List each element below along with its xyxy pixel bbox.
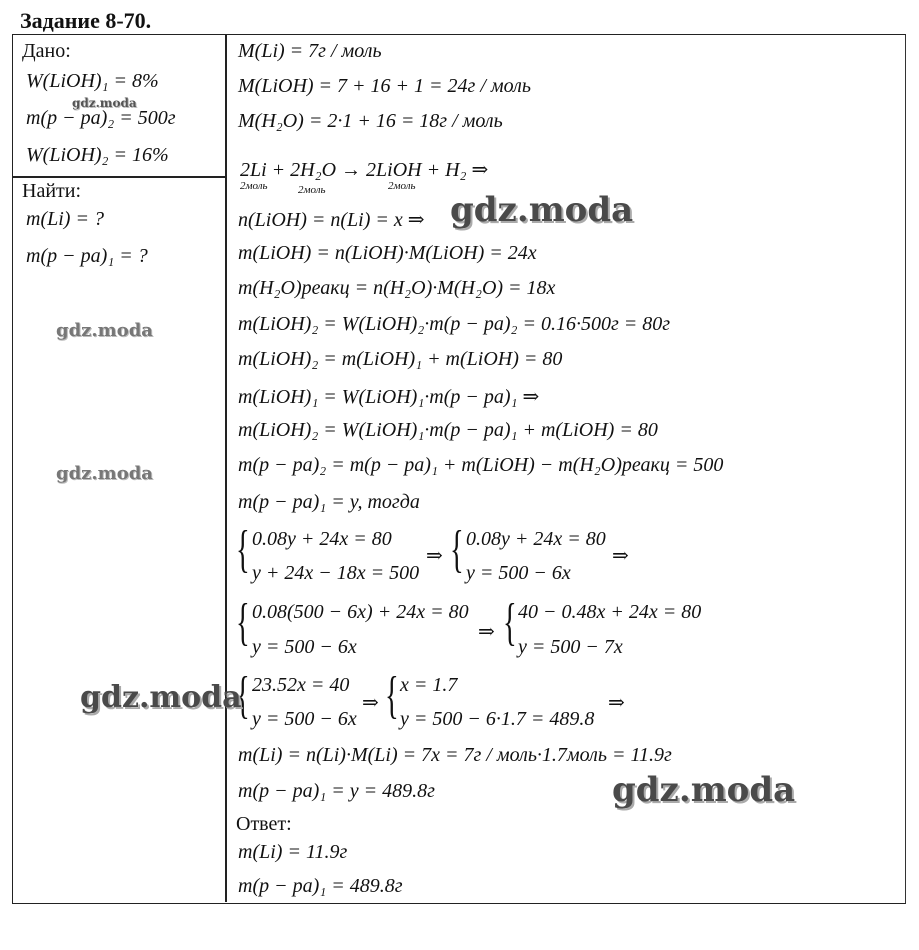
solution-line-6: m(LiOH) = n(LiOH)·M(LiOH) = 24x (238, 242, 537, 264)
implies-arrow: ⇒ (612, 545, 629, 567)
implies-arrow: ⇒ (426, 545, 443, 567)
implies-arrow: ⇒ (608, 692, 625, 714)
solution-line-11: m(LiOH)₂ = W(LiOH)₁·m(p − pa)₁ + m(LiOH) = 80 (238, 419, 658, 441)
system-brace: { (236, 594, 250, 651)
system1-eq-b: y + 24x − 18x = 500 (252, 562, 420, 584)
watermark: gdz.moda (450, 190, 634, 230)
solution-line-8: m(LiOH)₂ = W(LiOH)₂·m(p − pa)₂ = 0.16·500г = 80г (238, 313, 671, 335)
solution-line-5: n(LiOH) = n(Li) = x ⇒ (238, 209, 425, 231)
system4-eq-b: y = 500 − 7x (518, 636, 623, 658)
solution-line-14: m(Li) = n(Li)·M(Li) = 7x = 7г / моль·1.7моль = 11.9г (238, 744, 672, 766)
system5-eq-a: 23.52x = 40 (252, 674, 350, 696)
find-line-1: m(Li) = ? (26, 208, 104, 230)
given-line-3: W(LiOH)₂ = 16% (26, 144, 169, 166)
system3-eq-a: 0.08(500 − 6x) + 24x = 80 (252, 601, 469, 623)
solution-line-3: M(H₂O) = 2·1 + 16 = 18г / моль (238, 110, 503, 132)
system3-eq-b: y = 500 − 6x (252, 636, 357, 658)
system2-eq-a: 0.08y + 24x = 80 (466, 528, 606, 550)
given-line-2: m(p − pa)₂ = 500г (26, 107, 176, 129)
system-brace: { (503, 594, 517, 651)
solution-line-1: M(Li) = 7г / моль (238, 40, 382, 62)
solution-line-2: M(LiOH) = 7 + 16 + 1 = 24г / моль (238, 75, 531, 97)
system5-eq-b: y = 500 − 6x (252, 708, 357, 730)
implies-arrow: ⇒ (478, 621, 495, 643)
implies-arrow: ⇒ (362, 692, 379, 714)
column-divider (225, 34, 227, 902)
answer-line-2: m(p − pa)₁ = 489.8г (238, 875, 403, 897)
watermark: gdz.moda (80, 680, 242, 715)
find-heading: Найти: (22, 180, 82, 202)
system6-eq-b: y = 500 − 6·1.7 = 489.8 (400, 708, 595, 730)
reaction-sub-1: 2моль (240, 180, 268, 192)
answer-heading: Ответ: (236, 813, 292, 835)
solution-line-12: m(p − pa)₂ = m(p − pa)₁ + m(LiOH) − m(H₂O)реакц = 500 (238, 454, 724, 476)
watermark: gdz.moda (612, 770, 796, 810)
system-brace: { (236, 521, 250, 578)
watermark: gdz.moda (72, 96, 137, 110)
answer-line-1: m(Li) = 11.9г (238, 841, 348, 863)
watermark: gdz.moda (56, 320, 153, 341)
reaction-equation: 2Li + 2H₂O → 2LiOH + H₂ ⇒ (240, 159, 489, 181)
given-heading: Дано: (22, 40, 71, 62)
watermark: gdz.moda (56, 463, 153, 484)
solution-line-15: m(p − pa)₁ = y = 489.8г (238, 780, 435, 802)
system-brace: { (385, 667, 399, 724)
system-brace: { (236, 667, 250, 724)
find-line-2: m(p − pa)₁ = ? (26, 245, 148, 267)
given-line-1: W(LiOH)₁ = 8% (26, 70, 159, 92)
solution-line-10: m(LiOH)₁ = W(LiOH)₁·m(p − pa)₁ ⇒ (238, 386, 540, 408)
system4-eq-a: 40 − 0.48x + 24x = 80 (518, 601, 702, 623)
system2-eq-b: y = 500 − 6x (466, 562, 571, 584)
reaction-sub-2: 2моль (298, 184, 326, 196)
task-title: Задание 8-70. (20, 8, 152, 33)
solution-line-13: m(p − pa)₁ = y, тогда (238, 491, 420, 513)
solution-line-7: m(H₂O)реакц = n(H₂O)·M(H₂O) = 18x (238, 277, 556, 299)
solution-line-9: m(LiOH)₂ = m(LiOH)₁ + m(LiOH) = 80 (238, 348, 563, 370)
given-find-divider (12, 176, 226, 178)
reaction-sub-3: 2моль (388, 180, 416, 192)
system-brace: { (450, 521, 464, 578)
system1-eq-a: 0.08y + 24x = 80 (252, 528, 392, 550)
system6-eq-a: x = 1.7 (400, 674, 458, 696)
